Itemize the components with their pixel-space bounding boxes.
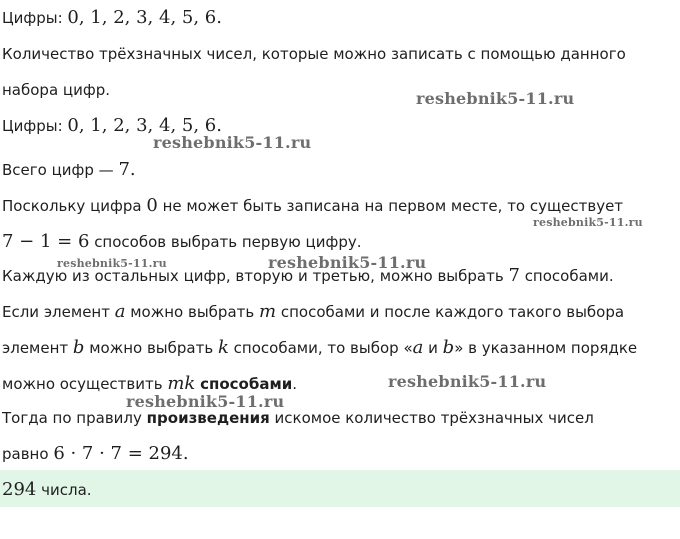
math-span: a	[412, 337, 424, 358]
first-digit-count-line	[2, 232, 362, 252]
math-span: mk	[167, 373, 196, 394]
text-span: способами, то выбор «	[228, 339, 413, 357]
product-rule-line	[2, 408, 594, 428]
answer-line	[2, 480, 92, 500]
text-span: Тогда по правилу	[2, 409, 147, 427]
rule-line-2	[2, 338, 637, 358]
text-span: » в указанном порядке	[454, 339, 638, 357]
text-span: Каждую из остальных цифр, вторую и третью, можно выбрать	[2, 267, 509, 285]
digits-label: Цифры:	[2, 9, 68, 27]
task-line-1: Количество трёхзначных чисел, которые можно записать с помощью данного	[2, 45, 626, 63]
text-span: способов выбрать первую цифру.	[89, 233, 362, 251]
text-span: искомое количество трёхзначных чисел	[269, 409, 594, 427]
math-span: 7 − 1 = 6	[2, 231, 90, 252]
digits-label: Цифры:	[2, 117, 68, 135]
text-span: способами и после каждого такого выбора	[276, 303, 625, 321]
bold-term: способами	[200, 375, 293, 393]
text-span: способами.	[519, 267, 614, 285]
watermark: reshebnik5-11.ru	[57, 257, 167, 270]
task-line-2: набора цифр.	[2, 81, 110, 99]
rule-line-1	[2, 302, 624, 322]
math-span: m	[259, 301, 277, 322]
watermark: reshebnik5-11.ru	[416, 89, 575, 108]
text-span: элемент	[2, 339, 73, 357]
math-span: b	[72, 337, 85, 358]
digits-math: 0, 1, 2, 3, 4, 5, 6.	[67, 115, 222, 136]
math-span: 0	[146, 195, 158, 216]
math-span: 7	[508, 265, 520, 286]
total-digits-text: Всего цифр —	[2, 161, 119, 179]
math-span: 6 · 7 · 7 = 294.	[53, 443, 189, 464]
watermark: reshebnik5-11.ru	[153, 133, 312, 152]
calculation-line	[2, 444, 189, 464]
watermark: reshebnik5-11.ru	[126, 392, 285, 411]
text-span: можно выбрать	[84, 339, 218, 357]
text-span: можно выбрать	[125, 303, 259, 321]
math-span: a	[114, 301, 126, 322]
watermark: reshebnik5-11.ru	[388, 372, 547, 391]
text-span: равно	[2, 445, 54, 463]
answer-box	[0, 470, 680, 507]
watermark: reshebnik5-11.ru	[533, 216, 643, 229]
rule-line-3	[2, 374, 297, 394]
text-span: и	[423, 339, 443, 357]
math-span: k	[217, 337, 229, 358]
text-span: не может быть записана на первом месте, то существует	[157, 197, 624, 215]
watermark: reshebnik5-11.ru	[268, 253, 427, 272]
total-digits-math: 7.	[118, 159, 136, 180]
first-digit-line	[2, 196, 623, 216]
text-span: можно осуществить	[2, 375, 168, 393]
math-span: b	[442, 337, 455, 358]
text-span: Поскольку цифра	[2, 197, 147, 215]
total-digits-line	[2, 160, 136, 180]
bold-term: произведения	[146, 409, 270, 427]
text-span: .	[292, 375, 298, 393]
text-span: Если элемент	[2, 303, 115, 321]
digits-line-1	[2, 8, 222, 28]
answer-text: числа.	[36, 481, 92, 499]
digits-math: 0, 1, 2, 3, 4, 5, 6.	[67, 7, 222, 28]
answer-math: 294	[2, 479, 37, 500]
